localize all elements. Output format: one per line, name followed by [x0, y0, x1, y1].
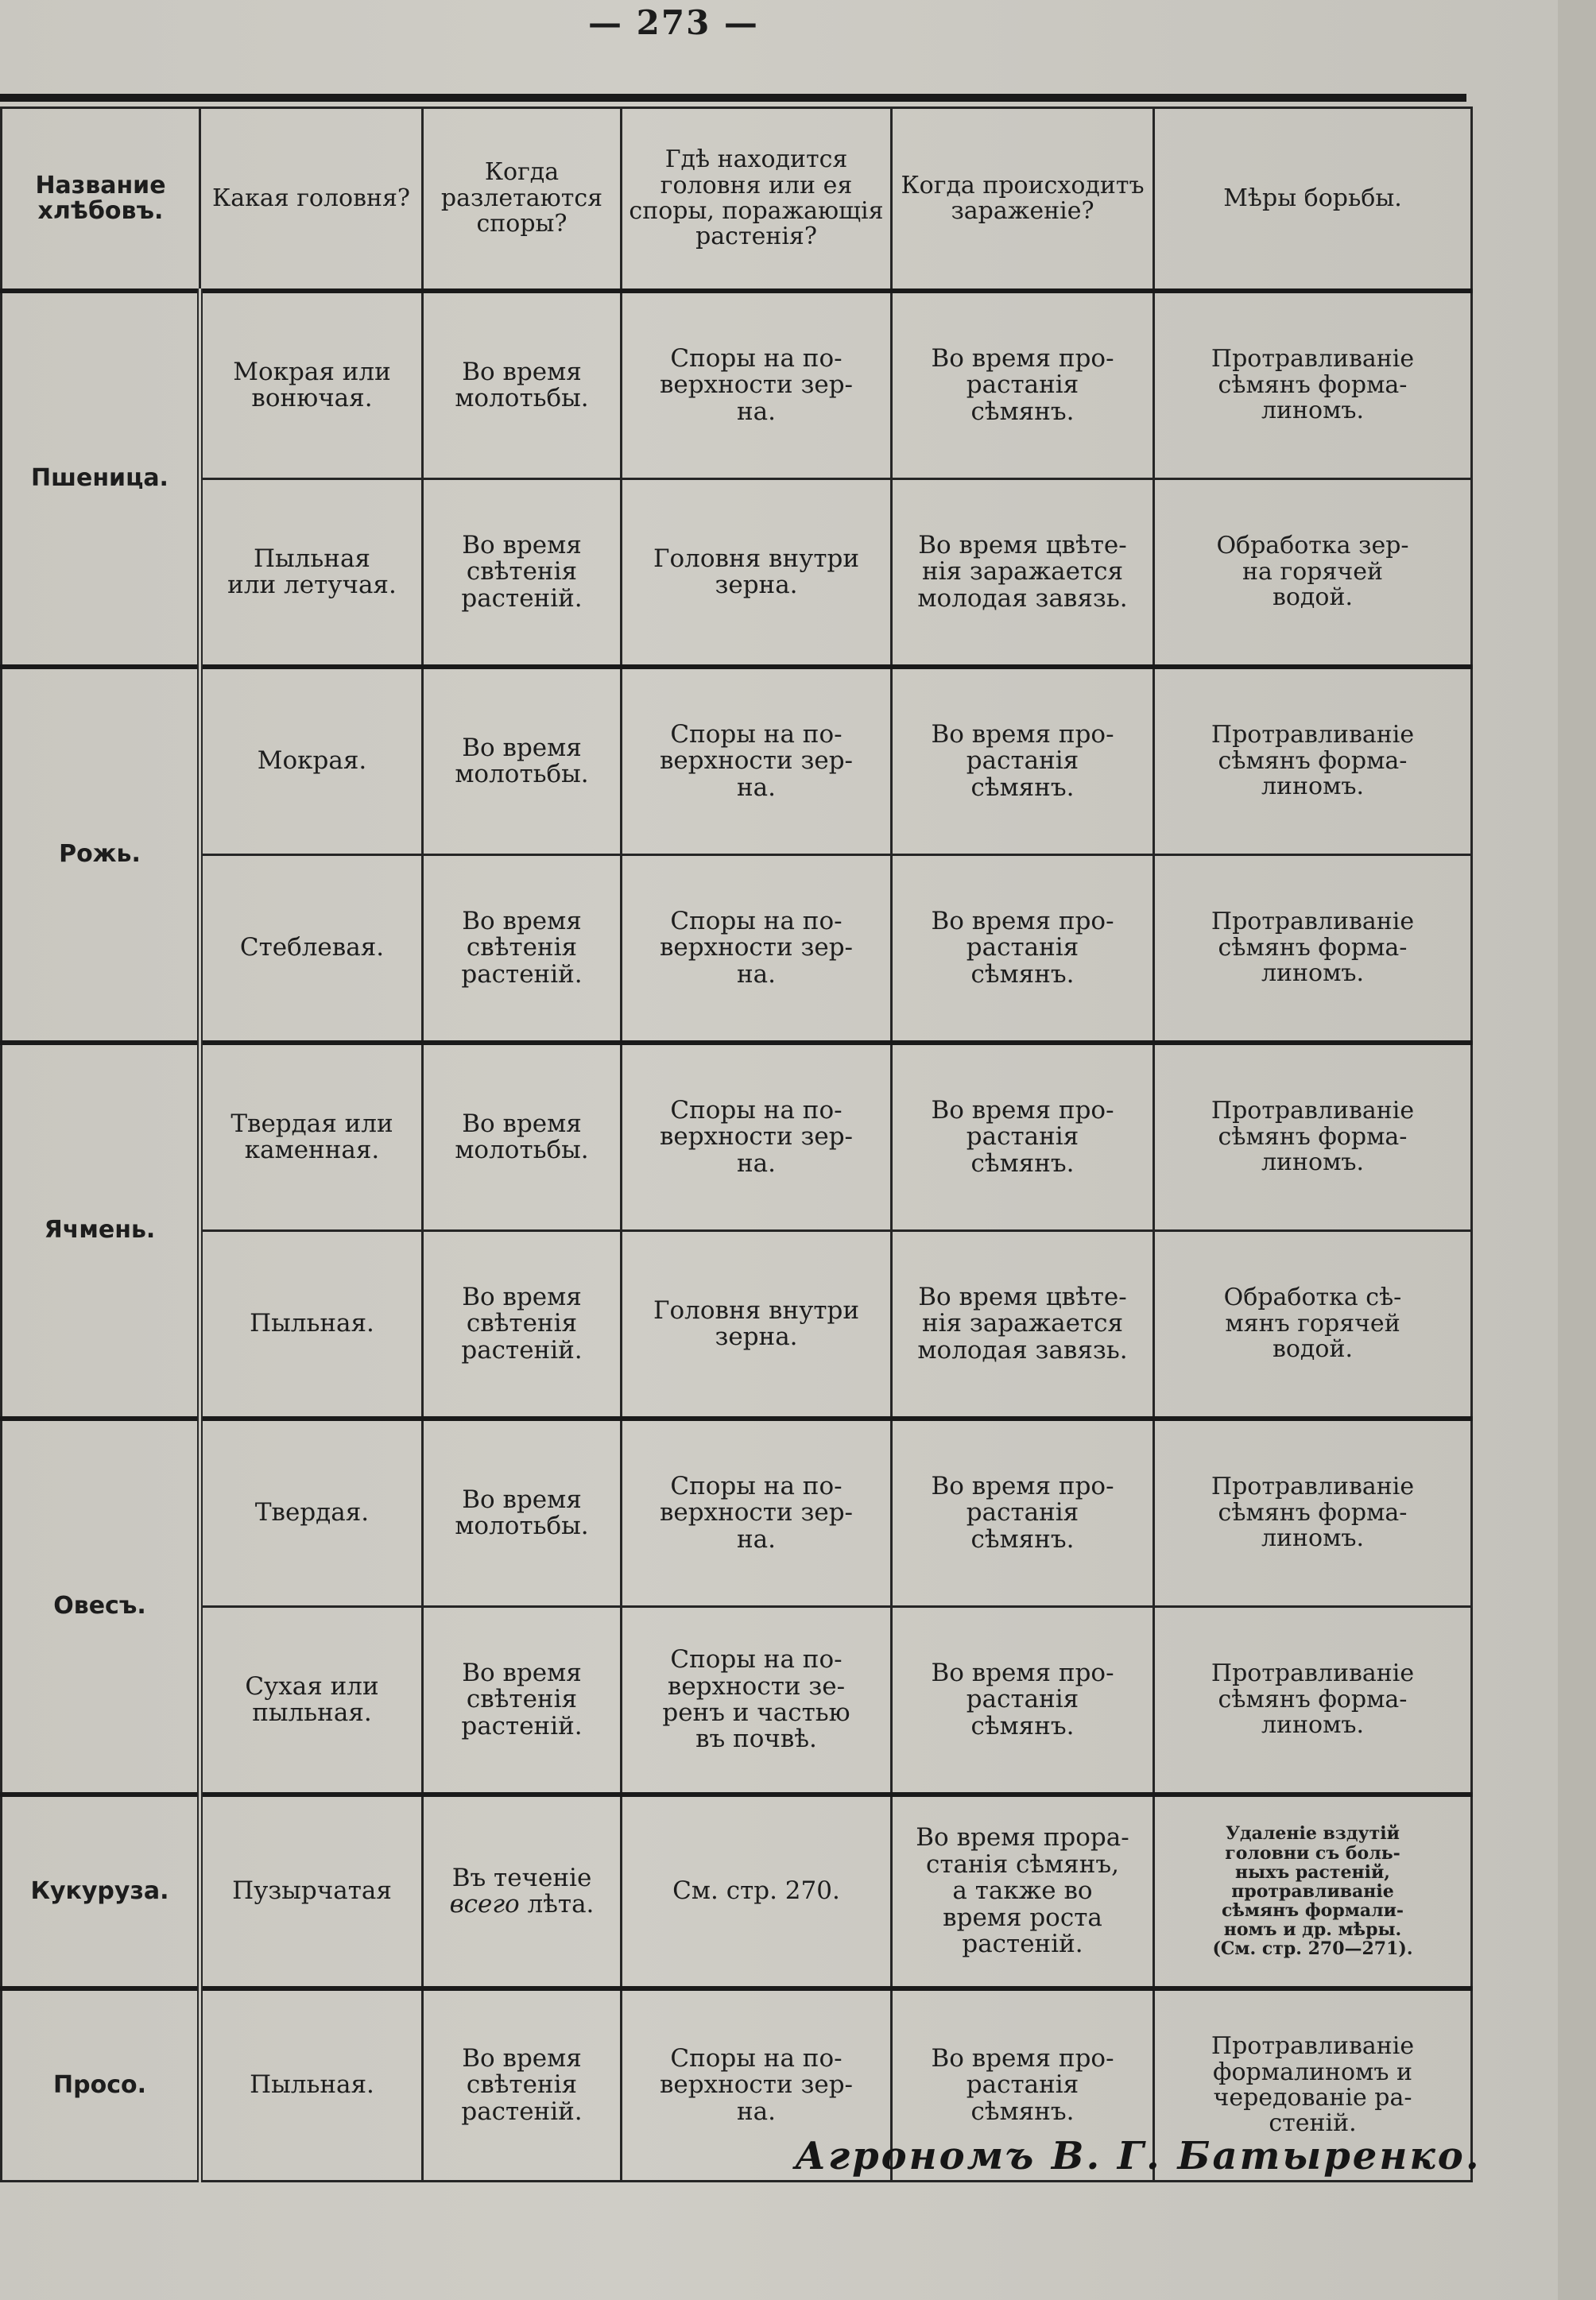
table-row: [2, 1607, 1472, 1795]
cell-measures: Протравливаніе сѣмянъ форма- линомъ.: [1154, 1043, 1472, 1231]
table-row: [2, 479, 1472, 668]
header-smut: Какая головня?: [200, 108, 423, 292]
cell-location: Споры на по- верхности зер- на.: [622, 855, 892, 1044]
crop-group-wheat: [2, 291, 1472, 667]
table-row: [2, 1231, 1472, 1419]
cell-smut: Пузырчатая: [200, 1795, 423, 1988]
cell-spores: Во время cвѣтенія растеній.: [423, 479, 622, 668]
cell-location: Головня внутри зерна.: [622, 1231, 892, 1419]
crop-group-corn: [2, 1795, 1472, 1988]
table-row: [2, 855, 1472, 1044]
cell-infection: Во время про- растанія сѣмянъ.: [892, 1419, 1154, 1607]
spores-prefix: Въ теченіе: [451, 1863, 592, 1892]
top-rule: [0, 94, 1466, 102]
cell-location: См. стр. 270.: [622, 1795, 892, 1988]
cell-infection: Во время про- растанія сѣмянъ.: [892, 1043, 1154, 1231]
crop-name-millet: Просо.: [2, 1988, 200, 2182]
cell-infection: Во время про- растанія сѣмянъ.: [892, 855, 1154, 1044]
cell-measures: Протравливаніе формалиномъ и чередованіе ра- стеній.: [1154, 1988, 1472, 2182]
cell-location: Споры на по- верхности зер- на.: [622, 1043, 892, 1231]
page-number: — 273 —: [588, 3, 759, 42]
header-crop-name: Название хлѣбовъ.: [2, 108, 200, 292]
crop-name-rye: Рожь.: [2, 667, 200, 1043]
cell-smut: Стеблевая.: [200, 855, 423, 1044]
cell-smut: Пыльная.: [200, 1231, 423, 1419]
smut-table: [0, 106, 1473, 2182]
header-measures: Мѣры борьбы.: [1154, 108, 1472, 292]
cell-measures: Обработка зер- на горячей водой.: [1154, 479, 1472, 668]
cell-measures: Обработка сѣ- мянъ горячей водой.: [1154, 1231, 1472, 1419]
spores-suffix: лѣта.: [519, 1890, 595, 1919]
cell-measures: Протравливаніе сѣмянъ форма- линомъ.: [1154, 855, 1472, 1044]
cell-spores: Во время cвѣтенія растеній.: [423, 1607, 622, 1795]
crop-group-rye: [2, 667, 1472, 1043]
cell-infection: Во время про- растанія сѣмянъ.: [892, 1607, 1154, 1795]
table-row: [2, 1043, 1472, 1231]
spores-italic: всего: [449, 1890, 520, 1919]
cell-location: Споры на по- верхности зе- ренъ и частью въ почвѣ.: [622, 1607, 892, 1795]
cell-location: Споры на по- верхности зер- на.: [622, 291, 892, 479]
header-infection: Когда происходитъ зараженіе?: [892, 108, 1154, 292]
header-location: Гдѣ находится головня или ея споры, поражающія растенія?: [622, 108, 892, 292]
cell-spores: Во время cвѣтенія растеній.: [423, 1988, 622, 2182]
crop-name-barley: Ячмень.: [2, 1043, 200, 1419]
header-row: [2, 108, 1472, 292]
cell-smut: Сухая или пыльная.: [200, 1607, 423, 1795]
author-signature: Агрономъ В. Г. Батыренко.: [795, 2134, 1482, 2178]
cell-spores: Во время cвѣтенія растеній.: [423, 1231, 622, 1419]
header-spores: Когда разлетаются споры?: [423, 108, 622, 292]
cell-spores: Во время молотьбы.: [423, 291, 622, 479]
cell-smut: Мокрая.: [200, 667, 423, 855]
cell-spores: Во время cвѣтенія растеній.: [423, 855, 622, 1044]
cell-location: Головня внутри зерна.: [622, 479, 892, 668]
crop-name-wheat: Пшеница.: [2, 291, 200, 667]
cell-infection: Во время прора- станія сѣмянъ, а также во время роста растеній.: [892, 1795, 1154, 1988]
cell-smut: Пыльная или летучая.: [200, 479, 423, 668]
cell-location: Споры на по- верхности зер- на.: [622, 1988, 892, 2182]
cell-spores: Во время молотьбы.: [423, 1419, 622, 1607]
cell-measures: Протравливаніе сѣмянъ форма- линомъ.: [1154, 1419, 1472, 1607]
cell-spores: Во время молотьбы.: [423, 1043, 622, 1231]
cell-measures: Протравливаніе сѣмянъ форма- линомъ.: [1154, 1607, 1472, 1795]
crop-group-barley: [2, 1043, 1472, 1419]
cell-measures: Протравливаніе сѣмянъ форма- линомъ.: [1154, 291, 1472, 479]
crop-group-oats: [2, 1419, 1472, 1795]
cell-infection: Во время про- растанія сѣмянъ.: [892, 667, 1154, 855]
cell-smut: Твердая.: [200, 1419, 423, 1607]
cell-smut: Пыльная.: [200, 1988, 423, 2182]
cell-smut: Мокрая или вонючая.: [200, 291, 423, 479]
cell-infection: Во время про- растанія сѣмянъ.: [892, 291, 1154, 479]
cell-infection: Во время цвѣте- нія заражается молодая завязь.: [892, 1231, 1154, 1419]
table-row: [2, 1795, 1472, 1988]
cell-infection: Во время про- растанія сѣмянъ.: [892, 1988, 1154, 2182]
cell-smut: Твердая или каменная.: [200, 1043, 423, 1231]
crop-name-oats: Овесъ.: [2, 1419, 200, 1795]
cell-spores: Во время молотьбы.: [423, 667, 622, 855]
cell-measures: Удаленіе вздутій головни съ боль- ныхъ растеній, протравливаніе сѣмянъ формали- номъ и др. мѣры. (См. стр. 270—271).: [1154, 1795, 1472, 1988]
table-row: [2, 1419, 1472, 1607]
cell-measures: Протравливаніе сѣмянъ форма- линомъ.: [1154, 667, 1472, 855]
cell-location: Споры на по- верхности зер- на.: [622, 667, 892, 855]
table-row: [2, 291, 1472, 479]
cell-spores: [423, 1795, 622, 1988]
table-row: [2, 667, 1472, 855]
crop-name-corn: Кукуруза.: [2, 1795, 200, 1988]
cell-infection: Во время цвѣте- нія заражается молодая завязь.: [892, 479, 1154, 668]
cell-location: Споры на по- верхности зер- на.: [622, 1419, 892, 1607]
